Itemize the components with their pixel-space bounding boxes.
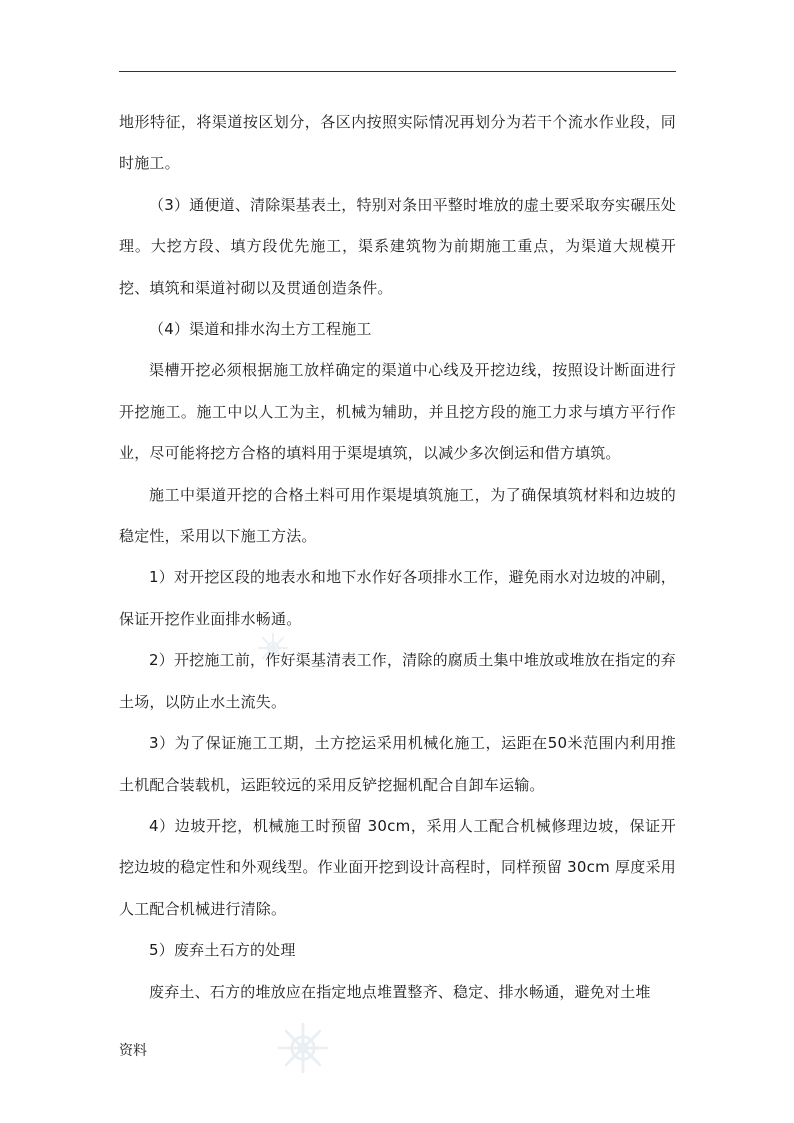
footer-label: 资料 <box>119 1043 147 1059</box>
paragraph-2: （3）通便道、清除渠基表土，特别对条田平整时堆放的虚土要采取夯实碾压处理。大挖方段、填方段优先施工，渠系建筑物为前期施工重点，为渠道大规模开挖、填筑和渠道衬砌以及贯通创造条件。 <box>119 195 676 297</box>
header-rule <box>119 71 676 72</box>
paragraph-6: 1）对开挖区段的地表水和地下水作好各项排水工作，避免雨水对边坡的冲刷，保证开挖作业面排水畅通。 <box>119 568 676 628</box>
paragraph-8: 3）为了保证施工工期，土方挖运采用机械化施工，运距在50米范围内利用推土机配合装载机，运距较远的采用反铲挖掘机配合自卸车运输。 <box>119 734 676 794</box>
paragraph-1: 地形特征，将渠道按区划分，各区内按照实际情况再划分为若干个流水作业段，同时施工。 <box>119 113 676 173</box>
snowflake-icon <box>255 630 291 666</box>
paragraph-9: 4）边坡开挖，机械施工时预留 30cm，采用人工配合机械修理边坡，保证开挖边坡的稳定性和外观线型。作业面开挖到设计高程时，同样预留 30cm 厚度采用人工配合机械进行清除。 <box>119 816 676 918</box>
paragraph-10-heading: 5）废弃土石方的处理 <box>149 941 296 960</box>
document-body <box>119 102 676 1013</box>
paragraph-3-heading: （4）渠道和排水沟土方工程施工 <box>149 320 372 339</box>
paragraph-11: 废弃土、石方的堆放应在指定地点堆置整齐、稳定、排水畅通，避免对土堆 <box>149 982 651 1001</box>
paragraph-5: 施工中渠道开挖的合格土料可用作渠堤填筑施工，为了确保填筑材料和边坡的稳定性，采用以下施工方法。 <box>119 485 676 546</box>
snowflake-icon <box>275 1020 331 1076</box>
paragraph-4: 渠槽开挖必须根据施工放样确定的渠道中心线及开挖边线，按照设计断面进行开挖施工。施工中以人工为主，机械为辅助，并且挖方段的施工力求与填方平行作业，尽可能将挖方合格的填料用于渠堤填筑，以减少多次倒运和借方填筑。 <box>119 361 676 463</box>
paragraph-7: 2）开挖施工前，作好渠基清表工作，清除的腐质土集中堆放或堆放在指定的弃土场，以防止水土流失。 <box>119 651 676 711</box>
